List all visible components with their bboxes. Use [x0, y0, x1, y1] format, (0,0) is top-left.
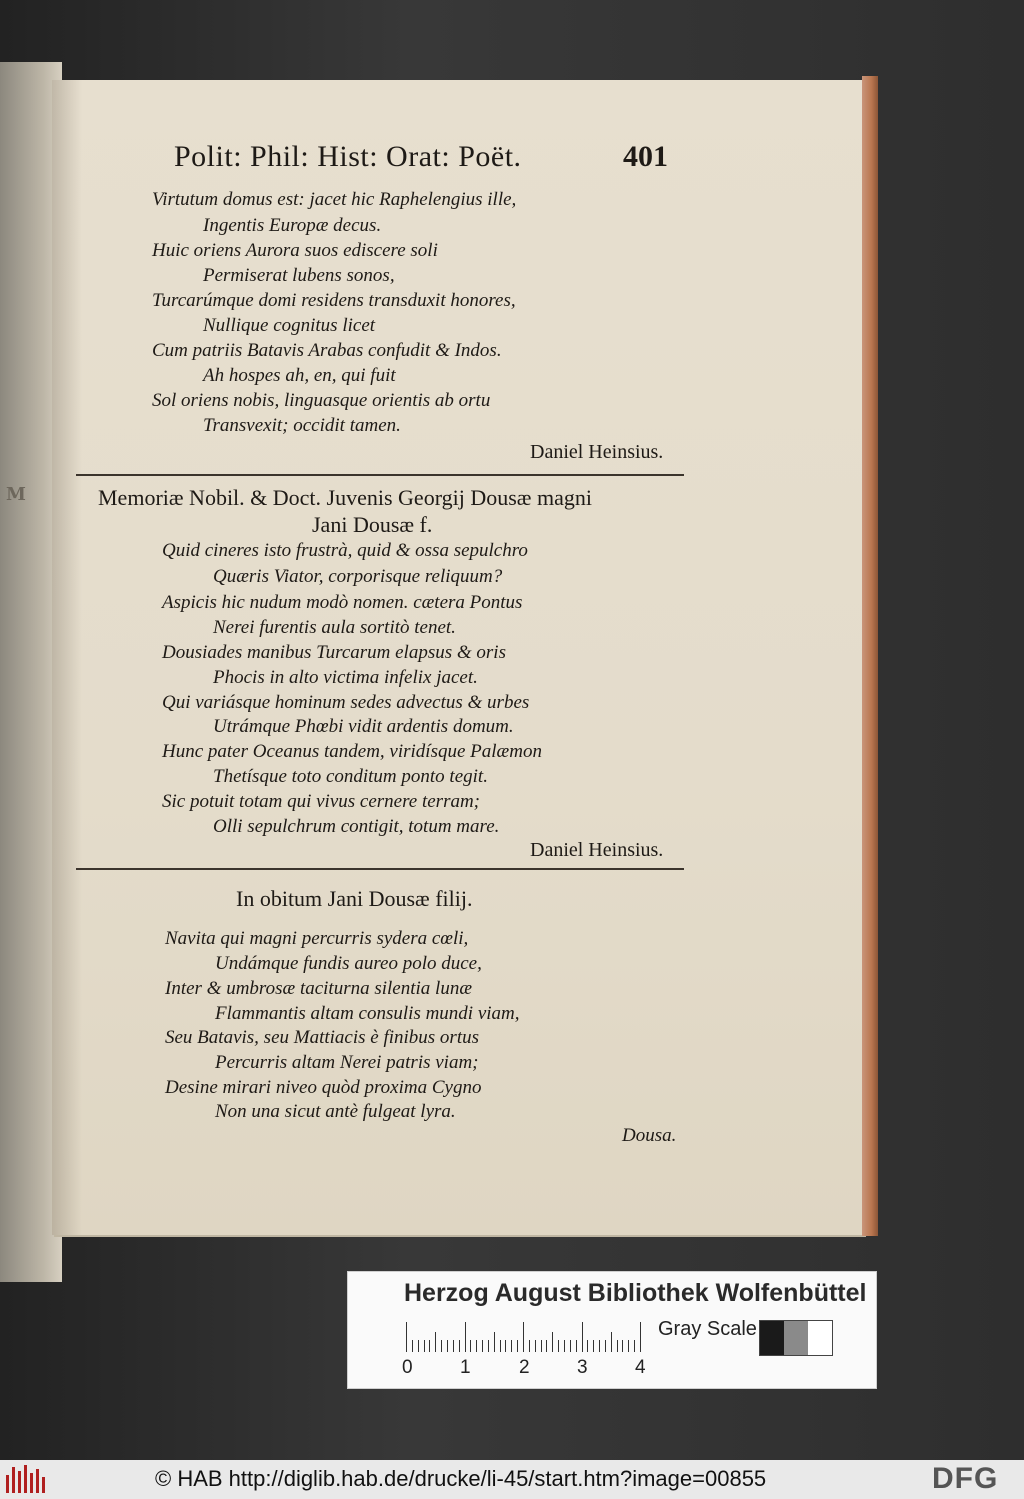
measurement-ruler: [406, 1322, 644, 1352]
poem1-line: Cum patriis Batavis Arabas confudit & Indos.: [152, 340, 502, 361]
poem3-author: Dousa.: [622, 1125, 677, 1146]
ruler-tick: [611, 1332, 612, 1352]
ruler-tick: [634, 1340, 635, 1352]
gray-swatch-mid: [784, 1321, 808, 1355]
ruler-tick: [441, 1340, 442, 1352]
poem3-line: Percurris altam Nerei patris viam;: [215, 1052, 479, 1073]
poem1-line: Virtutum domus est: jacet hic Raphelengius ille,: [152, 189, 517, 210]
ruler-tick: [529, 1340, 530, 1352]
poem2-line: Quid cineres isto frustrà, quid & ossa sepulchro: [162, 540, 528, 561]
poem2-line: Phocis in alto victima infelix jacet.: [213, 667, 478, 688]
ruler-tick: [447, 1340, 448, 1352]
poem2-author: Daniel Heinsius.: [530, 839, 664, 861]
section-divider: [76, 868, 684, 870]
ruler-tick: [541, 1340, 542, 1352]
ruler-tick: [494, 1332, 495, 1352]
poem3-line: Desine mirari niveo quòd proxima Cygno: [165, 1077, 482, 1098]
ruler-tick: [558, 1340, 559, 1352]
gray-scale-swatch: [759, 1320, 833, 1356]
ruler-tick: [593, 1340, 594, 1352]
left-margin-fragment: M: [6, 484, 26, 505]
poem1-line: Turcarúmque domi residens transduxit honores,: [152, 290, 516, 311]
ruler-tick: [424, 1340, 425, 1352]
ruler-tick: [453, 1340, 454, 1352]
poem2-line: Nerei furentis aula sortitò tenet.: [213, 617, 456, 638]
poem2-line: Sic potuit totam qui vivus cernere terram;: [162, 791, 481, 812]
hab-logo-icon: [6, 1465, 46, 1493]
footer-credit-link[interactable]: © HAB http://diglib.hab.de/drucke/li-45/start.htm?image=00855: [155, 1466, 767, 1491]
poem2-line: Utrámque Phœbi vidit ardentis domum.: [213, 716, 514, 737]
ruler-tick: [406, 1322, 407, 1352]
ruler-tick: [617, 1340, 618, 1352]
ruler-tick: [500, 1340, 501, 1352]
running-head: Polit: Phil: Hist: Orat: Poët.: [174, 140, 522, 173]
poem2-line: Qui variásque hominum sedes advectus & urbes: [162, 692, 530, 713]
ruler-tick: [476, 1340, 477, 1352]
ruler-tick: [628, 1340, 629, 1352]
poem1-line: Ingentis Europæ decus.: [203, 215, 382, 236]
poem2-line: Dousiades manibus Turcarum elapsus & oris: [162, 642, 506, 663]
ruler-tick: [465, 1322, 466, 1352]
page-number: 401: [623, 140, 668, 173]
ruler-tick: [552, 1332, 553, 1352]
ruler-tick: [429, 1340, 430, 1352]
ruler-tick: [511, 1340, 512, 1352]
poem3-title: In obitum Jani Dousæ filij.: [236, 886, 473, 911]
poem1-line: Transvexit; occidit tamen.: [203, 415, 401, 436]
poem2-title-continuation: Jani Dousæ f.: [312, 512, 433, 537]
poem1-line: Sol oriens nobis, linguasque orientis ab ortu: [152, 390, 491, 411]
poem3-line: Seu Batavis, seu Mattiacis è finibus ortus: [165, 1027, 480, 1048]
ruler-tick: [622, 1340, 623, 1352]
gray-swatch-light: [808, 1321, 832, 1355]
ruler-tick: [470, 1340, 471, 1352]
poem1-line: Permiserat lubens sonos,: [203, 265, 395, 286]
page-fore-edge: [862, 76, 878, 1236]
poem2-title: Memoriæ Nobil. & Doct. Juvenis Georgij Dousæ magni: [98, 485, 592, 510]
poem1-line: Ah hospes ah, en, qui fuit: [203, 365, 396, 386]
ruler-tick: [587, 1340, 588, 1352]
ruler-tick: [412, 1340, 413, 1352]
poem3-line: Undámque fundis aureo polo duce,: [215, 953, 482, 974]
poem2-line: Quæris Viator, corporisque reliquum?: [213, 566, 503, 587]
ruler-tick: [435, 1332, 436, 1352]
dfg-logo: DFG: [932, 1462, 999, 1495]
section-divider: [76, 474, 684, 476]
ruler-tick: [564, 1340, 565, 1352]
gray-scale-label: Gray Scale: [658, 1318, 757, 1340]
ruler-tick: [482, 1340, 483, 1352]
poem1-line: Nullique cognitus licet: [203, 315, 376, 336]
poem1-line: Huic oriens Aurora suos ediscere soli: [152, 240, 438, 261]
ruler-tick: [418, 1340, 419, 1352]
ruler-tick: [488, 1340, 489, 1352]
poem1-author: Daniel Heinsius.: [530, 441, 664, 463]
poem3-line: Non una sicut antè fulgeat lyra.: [215, 1101, 456, 1122]
ruler-number: 2: [519, 1357, 530, 1378]
poem3-line: Inter & umbrosæ taciturna silentia lunæ: [165, 978, 472, 999]
ruler-tick: [576, 1340, 577, 1352]
ruler-tick: [640, 1322, 641, 1352]
ruler-tick: [599, 1340, 600, 1352]
ruler-tick: [535, 1340, 536, 1352]
ruler-tick: [582, 1322, 583, 1352]
ruler-number: 3: [577, 1357, 588, 1378]
ruler-number: 4: [635, 1357, 646, 1378]
poem3-line: Navita qui magni percurris sydera cœli,: [165, 928, 469, 949]
poem2-line: Olli sepulchrum contigit, totum mare.: [213, 816, 500, 837]
page-gutter-shadow: [52, 80, 82, 1235]
poem2-line: Aspicis hic nudum modò nomen. cætera Pontus: [162, 592, 523, 613]
ruler-tick: [570, 1340, 571, 1352]
poem2-line: Thetísque toto conditum ponto tegit.: [213, 766, 488, 787]
library-name: Herzog August Bibliothek Wolfenbüttel: [404, 1279, 867, 1307]
poem2-line: Hunc pater Oceanus tandem, viridísque Palæmon: [162, 741, 542, 762]
ruler-tick: [517, 1340, 518, 1352]
ruler-tick: [605, 1340, 606, 1352]
ruler-tick: [523, 1322, 524, 1352]
ruler-tick: [459, 1340, 460, 1352]
poem3-line: Flammantis altam consulis mundi viam,: [215, 1003, 520, 1024]
ruler-number: 1: [460, 1357, 471, 1378]
ruler-tick: [546, 1340, 547, 1352]
ruler-number: 0: [402, 1357, 413, 1378]
gray-swatch-dark: [760, 1321, 784, 1355]
ruler-tick: [505, 1340, 506, 1352]
